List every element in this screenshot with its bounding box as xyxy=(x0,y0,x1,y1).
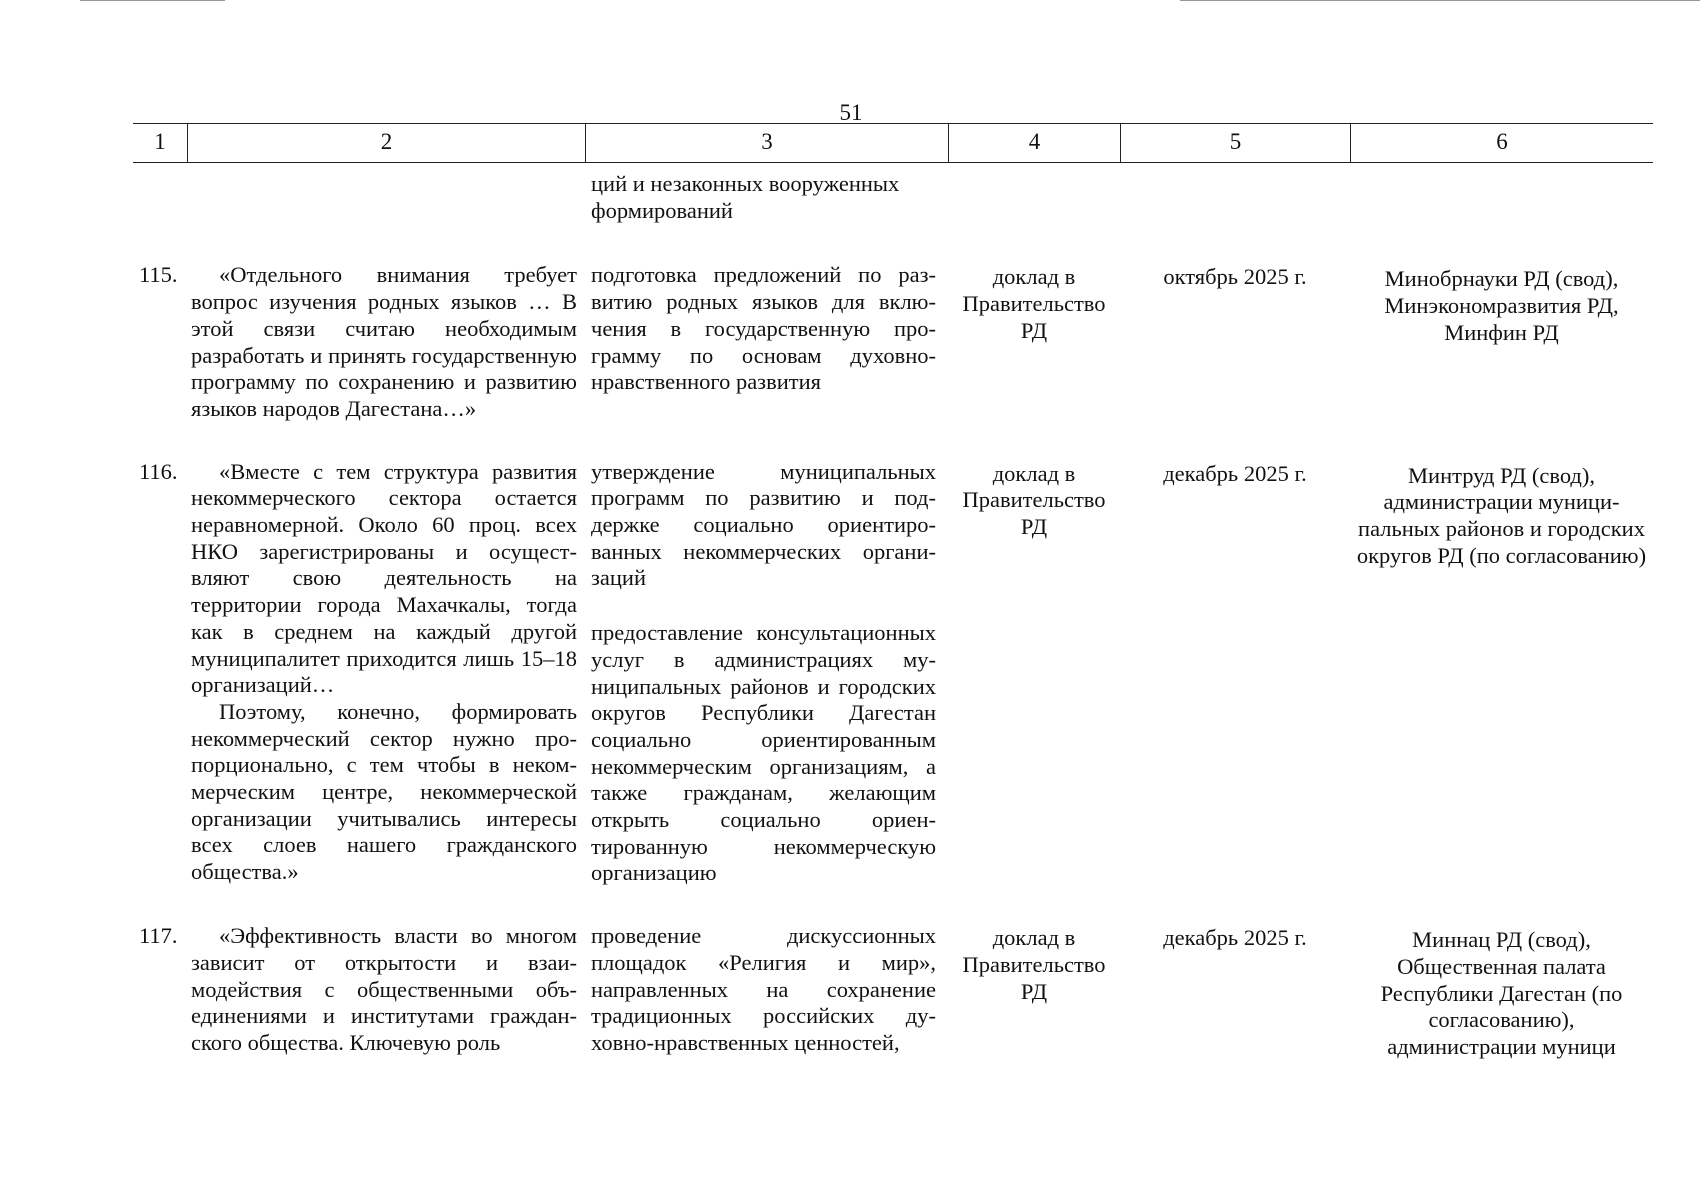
column-header-6: 6 xyxy=(1350,124,1653,162)
table-row xyxy=(133,262,1653,422)
top-edge-line-left xyxy=(80,0,225,1)
measure-paragraph: утверждение муниципальных программ по развитию и поддержке социально ориентированных некоммерческих организаций xyxy=(591,458,936,591)
measure-paragraph: проведение дискуссионных площадок «Религия и мир», направленных на сохранение традиционных российских духовно-нравственных ценностей, xyxy=(591,923,936,1055)
quote-paragraph: Поэтому, конечно, формировать некоммерческий сектор нужно пропорционально, с тем чтобы в некоммерческим центре, некоммерческой организации учитывались интересы всех слоев нашего гражданского общества.» xyxy=(191,698,577,885)
continued-row xyxy=(133,171,1653,224)
responsible-executors: Миннац РД (свод), Общественная палата Республики Дагестан (по согласованию), администрации муници xyxy=(1380,927,1623,1059)
measures-cell xyxy=(585,459,948,888)
quote-cell xyxy=(187,923,585,1061)
responsible-executors: Минобрнауки РД (свод), Минэкономразвития РД, Минфин РД xyxy=(1384,266,1619,345)
measure-paragraph: ций и незаконных вооруженных формирований xyxy=(591,171,900,223)
column-number-header xyxy=(133,123,1653,163)
completion-form: доклад в Правительство РД xyxy=(962,925,1106,1004)
table-row xyxy=(133,459,1653,888)
row-number: 116. xyxy=(139,458,178,484)
page-number: 51 xyxy=(839,100,863,125)
row-number: 115. xyxy=(139,262,178,288)
deadline: декабрь 2025 г. xyxy=(1163,925,1307,951)
table-row xyxy=(133,923,1653,1061)
continued-measure-text xyxy=(585,171,948,224)
measure-paragraph: подготовка предложений по развитию родных языков для включения в государственную программу по основам духовно-нравственного развития xyxy=(591,262,936,395)
measures-cell xyxy=(585,262,948,422)
quote-cell xyxy=(187,262,585,422)
quote-paragraph: «Вместе с тем структура развития некоммерческого сектора остается неравномерной. Около 60 проц. всех НКО зарегистрированы и осуществляют свою деятельность на территории города Махачкалы, тогда как в среднем на каждый другой муниципалитет приходится лишь 15–18 организаций… xyxy=(191,458,577,698)
row-number: 117. xyxy=(139,923,178,949)
quote-paragraph: «Эффективность власти во многом зависит от открытости и взаимодействия с общественными объединениями и институтами гражданского общества. Ключевую роль xyxy=(191,923,577,1055)
completion-form: доклад в Правительство РД xyxy=(962,460,1106,540)
top-edge-line-right xyxy=(1180,0,1700,1)
column-header-3: 3 xyxy=(585,124,948,162)
quote-paragraph: «Отдельного внимания требует вопрос изучения родных языков … В этой связи считаю необходимым разработать и принять государственную программу по сохранению и развитию языков народов Дагестана…» xyxy=(191,262,577,421)
column-header-5: 5 xyxy=(1120,124,1350,162)
column-header-2: 2 xyxy=(187,124,585,162)
responsible-executors: Минтруд РД (свод), администрации муниципальных районов и городских округов РД (по согласованию) xyxy=(1356,462,1647,568)
completion-form: доклад в Правительство РД xyxy=(962,264,1106,343)
column-header-4: 4 xyxy=(948,124,1120,162)
measures-cell xyxy=(585,923,948,1061)
measure-paragraph: предоставление консультационных услуг в администрациях муниципальных районов и городских округов Республики Дагестан социально ориентированным некоммерческим организациям, а также гражданам, желающим открыть социально ориентированную некоммерческую организацию xyxy=(591,620,936,886)
deadline: декабрь 2025 г. xyxy=(1163,460,1307,486)
deadline: октябрь 2025 г. xyxy=(1163,264,1307,290)
column-header-1: 1 xyxy=(154,129,166,154)
plan-table xyxy=(133,123,1653,1061)
quote-cell xyxy=(187,459,585,888)
